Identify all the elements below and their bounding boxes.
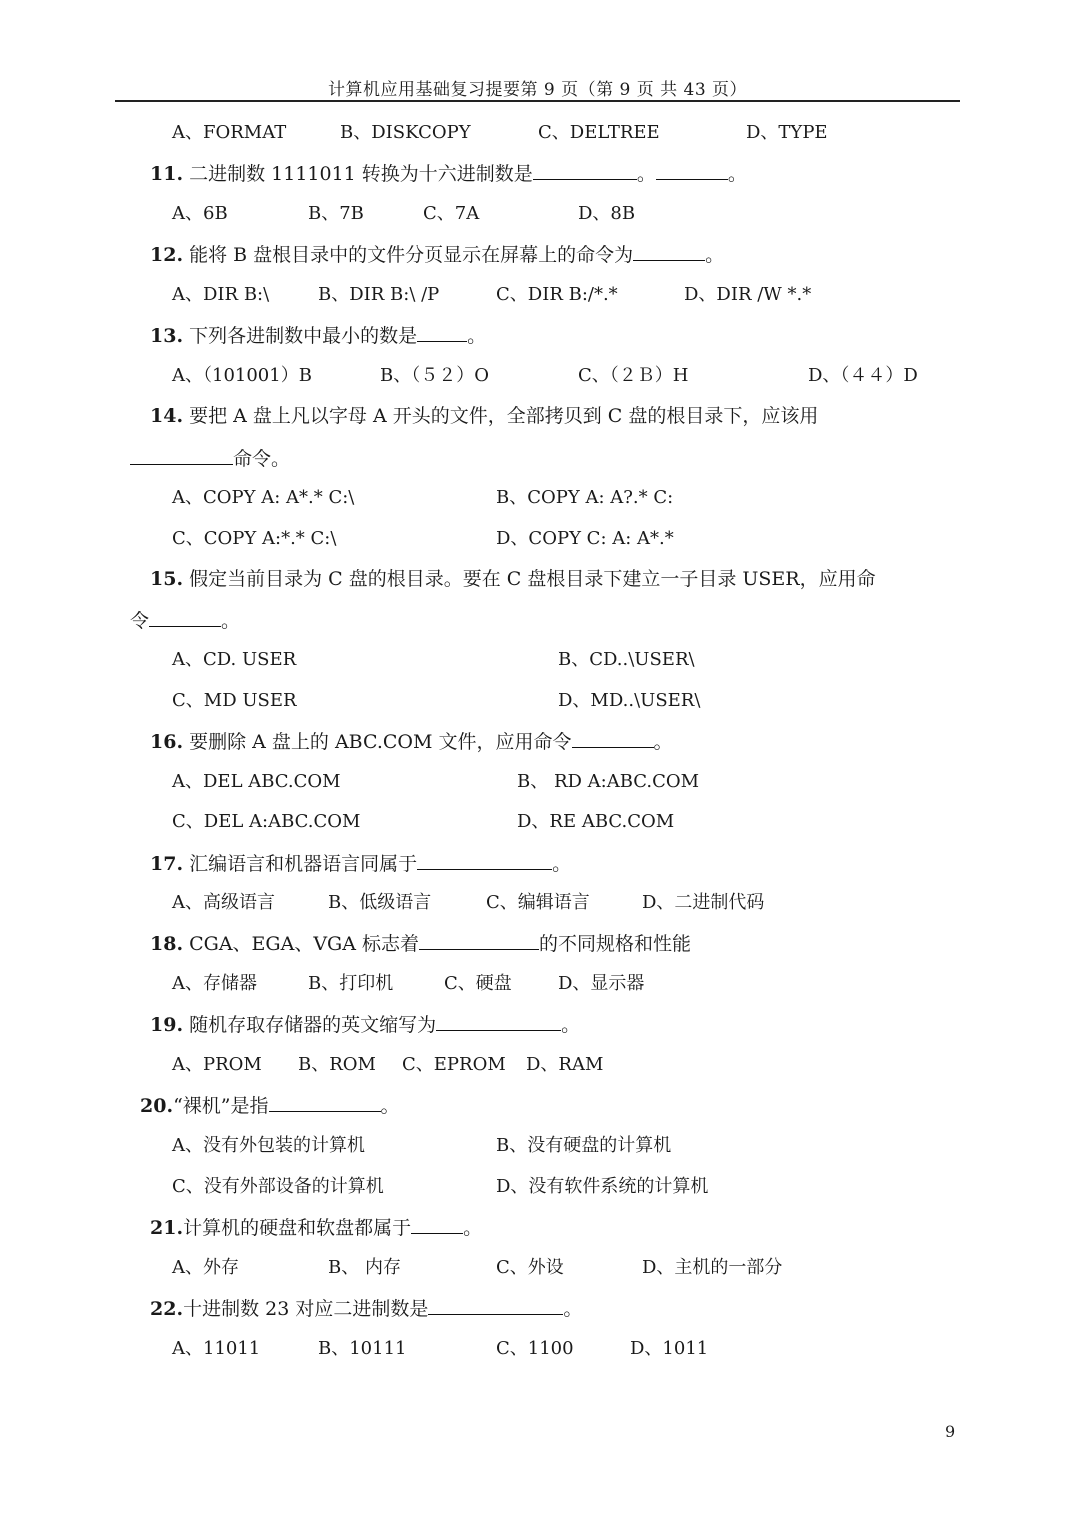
- q11-option-a: A、6B: [172, 203, 228, 224]
- question-15: [150, 567, 876, 591]
- question-12: [150, 242, 724, 267]
- q16-option-c: C、DEL A:ABC.COM: [172, 811, 361, 832]
- q20-option-d: D、没有软件系统的计算机: [496, 1176, 709, 1197]
- question-number: 22.: [150, 1298, 184, 1320]
- q10-option-d: D、TYPE: [746, 122, 828, 143]
- question-text: 下列各进制数中最小的数是: [189, 325, 418, 347]
- q14-option-a: A、COPY A: A*.* C:\: [172, 487, 355, 508]
- q15-option-b: B、CD..\USER\: [558, 649, 695, 670]
- q19-option-d: D、RAM: [526, 1054, 604, 1075]
- answer-blank: [436, 1012, 561, 1031]
- question-text: 十进制数 23 对应二进制数是: [183, 1298, 429, 1320]
- page-header: 计算机应用基础复习提要第 9 页（第 9 页 共 43 页）: [327, 80, 748, 100]
- q14-option-b: B、COPY A: A?.* C:: [496, 487, 674, 508]
- question-number: 13.: [150, 325, 184, 347]
- punctuation: 。: [653, 731, 673, 753]
- page-number: 9: [945, 1422, 956, 1441]
- question-number: 16.: [150, 731, 184, 753]
- q16-option-a: A、DEL ABC.COM: [172, 771, 341, 792]
- answer-blank: [149, 608, 221, 627]
- answer-blank: [130, 446, 233, 465]
- q14-option-d: D、COPY C: A: A*.*: [496, 528, 674, 549]
- answer-blank: [269, 1093, 381, 1112]
- q17-option-b: B、低级语言: [328, 892, 432, 913]
- q19-option-c: C、EPROM: [402, 1054, 506, 1075]
- question-19: [150, 1012, 580, 1037]
- q21-option-c: C、外设: [496, 1257, 564, 1278]
- q16-option-d: D、RE ABC.COM: [517, 811, 675, 832]
- question-11: [150, 161, 747, 186]
- question-14-continued: [130, 446, 290, 471]
- q10-option-c: C、DELTREE: [538, 122, 660, 143]
- q10-option-b: B、DISKCOPY: [340, 122, 471, 143]
- question-text: 令: [130, 610, 150, 632]
- question-text: 计算机的硬盘和软盘都属于: [183, 1217, 412, 1239]
- question-number: 21.: [150, 1217, 184, 1239]
- q21-option-d: D、主机的一部分: [642, 1257, 783, 1278]
- answer-blank: [417, 323, 467, 342]
- q18-option-d: D、显示器: [558, 973, 645, 994]
- q13-option-d: D、（４４）D: [808, 365, 918, 386]
- answer-blank: [417, 851, 552, 870]
- question-text: “裸机”是指: [173, 1095, 269, 1117]
- question-15-continued: [130, 608, 240, 633]
- answer-blank: [633, 242, 705, 261]
- q12-option-a: A、DIR B:\: [172, 284, 270, 305]
- question-text: 的不同规格和性能: [538, 933, 691, 955]
- question-21: [150, 1215, 482, 1240]
- q11-option-d: D、8B: [578, 203, 636, 224]
- q12-option-c: C、DIR B:/*.*: [496, 284, 618, 305]
- punctuation: 。: [705, 244, 725, 266]
- punctuation: 。: [463, 1217, 483, 1239]
- q10-option-a: A、FORMAT: [172, 122, 287, 143]
- question-text: 要删除 A 盘上的 ABC.COM 文件，应用命令: [189, 731, 572, 753]
- question-number: 20.: [140, 1095, 174, 1117]
- question-number: 12.: [150, 244, 184, 266]
- q12-option-d: D、DIR /W *.*: [684, 284, 812, 305]
- question-20: [140, 1093, 400, 1118]
- q13-option-b: B、（５２）O: [380, 365, 489, 386]
- punctuation: 。: [380, 1095, 400, 1117]
- question-text: 假定当前目录为 C 盘的根目录。要在 C 盘根目录下建立一子目录 USER，应用命: [189, 568, 876, 590]
- q14-option-c: C、COPY A:*.* C:\: [172, 528, 337, 549]
- q17-option-d: D、二进制代码: [642, 892, 765, 913]
- q21-option-a: A、外存: [172, 1257, 239, 1278]
- question-text: 要把 A 盘上凡以字母 A 开头的文件，全部拷贝到 C 盘的根目录下，应该用: [189, 405, 819, 427]
- question-number: 14.: [150, 405, 184, 427]
- q19-option-a: A、PROM: [172, 1054, 262, 1075]
- question-number: 17.: [150, 853, 184, 875]
- q19-option-b: B、ROM: [298, 1054, 376, 1075]
- question-text: 二进制数 1111011 转换为十六进制数是: [189, 163, 533, 185]
- q22-option-a: A、11011: [172, 1338, 261, 1359]
- q13-option-c: C、（２Ｂ）H: [578, 365, 689, 386]
- question-13: [150, 323, 486, 348]
- question-number: 19.: [150, 1014, 184, 1036]
- q18-option-c: C、硬盘: [444, 973, 512, 994]
- question-22: [150, 1296, 582, 1321]
- q17-option-c: C、编辑语言: [486, 892, 590, 913]
- q20-option-b: B、没有硬盘的计算机: [496, 1135, 672, 1156]
- question-number: 18.: [150, 933, 184, 955]
- q11-option-b: B、7B: [308, 203, 364, 224]
- answer-blank: [419, 931, 539, 950]
- q17-option-a: A、高级语言: [172, 892, 275, 913]
- question-text: 汇编语言和机器语言同属于: [189, 853, 418, 875]
- q22-option-b: B、10111: [318, 1338, 407, 1359]
- punctuation: 。: [563, 1298, 583, 1320]
- punctuation: 。: [221, 610, 241, 632]
- q20-option-a: A、没有外包装的计算机: [172, 1135, 365, 1156]
- q13-option-a: A、（101001）B: [172, 365, 312, 386]
- question-17: [150, 851, 571, 876]
- answer-blank: [428, 1296, 563, 1315]
- question-14: [150, 404, 818, 428]
- punctuation: 。: [727, 163, 747, 185]
- q21-option-b: B、 内存: [328, 1257, 401, 1278]
- punctuation: 。: [561, 1014, 581, 1036]
- answer-blank: [572, 729, 654, 748]
- q22-option-d: D、1011: [630, 1338, 709, 1359]
- header-rule: [115, 100, 960, 102]
- question-number: 15.: [150, 568, 184, 590]
- question-text: 能将 B 盘根目录中的文件分页显示在屏幕上的命令为: [189, 244, 634, 266]
- q12-option-b: B、DIR B:\ /P: [318, 284, 440, 305]
- punctuation: 。: [636, 163, 656, 185]
- q15-option-a: A、CD. USER: [172, 649, 297, 670]
- q11-option-c: C、7A: [423, 203, 480, 224]
- answer-blank: [533, 161, 637, 180]
- q15-option-c: C、MD USER: [172, 690, 297, 711]
- punctuation: 。: [552, 853, 572, 875]
- punctuation: 。: [467, 325, 487, 347]
- q16-option-b: B、 RD A:ABC.COM: [517, 771, 700, 792]
- question-18: [150, 931, 691, 956]
- question-number: 11.: [150, 163, 184, 185]
- question-text: 命令。: [233, 448, 291, 470]
- q15-option-d: D、MD..\USER\: [558, 690, 701, 711]
- q18-option-b: B、打印机: [308, 973, 394, 994]
- question-text: CGA、EGA、VGA 标志着: [189, 933, 419, 955]
- answer-blank: [411, 1215, 463, 1234]
- q20-option-c: C、没有外部设备的计算机: [172, 1176, 384, 1197]
- question-16: [150, 729, 673, 754]
- q18-option-a: A、存储器: [172, 973, 257, 994]
- q22-option-c: C、1100: [496, 1338, 574, 1359]
- question-text: 随机存取存储器的英文缩写为: [189, 1014, 437, 1036]
- answer-blank: [656, 161, 728, 180]
